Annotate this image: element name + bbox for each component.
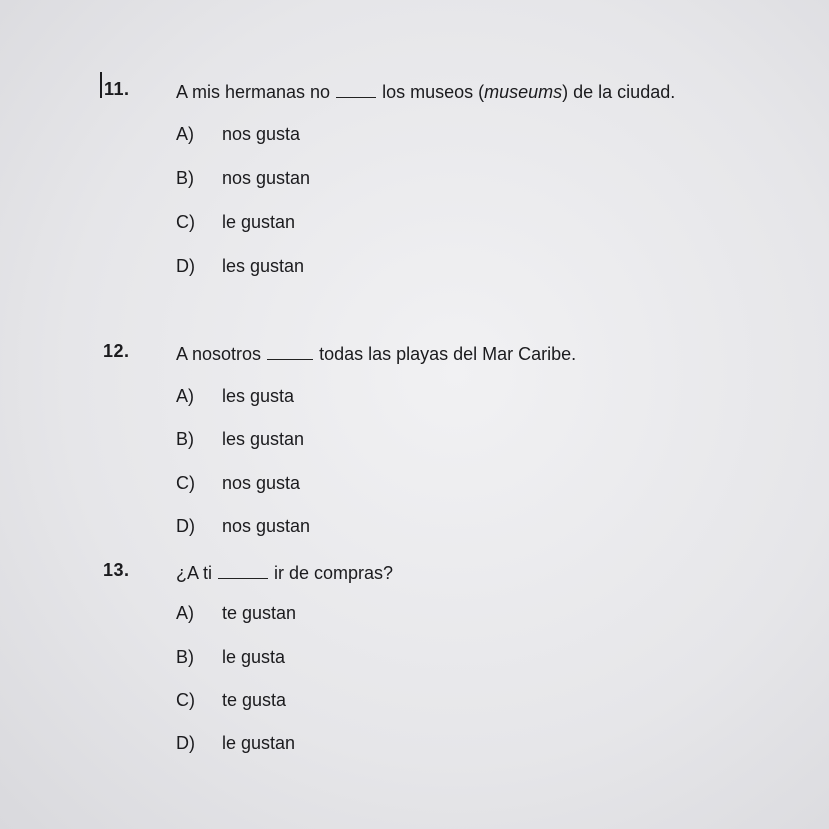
- answer-option[interactable]: A) les gusta: [176, 386, 295, 406]
- question-text: ¿A ti ir de compras?: [176, 563, 394, 583]
- question-text: A nosotros todas las playas del Mar Caribe.: [176, 344, 577, 364]
- text-cursor: [100, 72, 102, 98]
- answer-option[interactable]: C) le gustan: [176, 212, 296, 232]
- answer-option[interactable]: D) le gustan: [176, 733, 296, 753]
- answer-blank: [336, 96, 376, 98]
- answer-option[interactable]: B) nos gustan: [176, 168, 311, 188]
- question-number: 11.: [104, 79, 130, 99]
- question-text: A mis hermanas no los museos (museums) de la ciudad.: [176, 82, 676, 102]
- question-number: 13.: [103, 560, 130, 580]
- answer-option[interactable]: C) te gusta: [176, 690, 287, 710]
- answer-option[interactable]: D) nos gustan: [176, 516, 311, 536]
- answer-option[interactable]: D) les gustan: [176, 256, 305, 276]
- answer-option[interactable]: B) les gustan: [176, 429, 305, 449]
- answer-blank: [218, 577, 268, 579]
- answer-option[interactable]: A) nos gusta: [176, 124, 301, 144]
- answer-blank: [267, 358, 313, 360]
- question-number: 12.: [103, 341, 130, 361]
- answer-option[interactable]: B) le gusta: [176, 647, 286, 667]
- answer-option[interactable]: A) te gustan: [176, 603, 297, 623]
- answer-option[interactable]: C) nos gusta: [176, 473, 301, 493]
